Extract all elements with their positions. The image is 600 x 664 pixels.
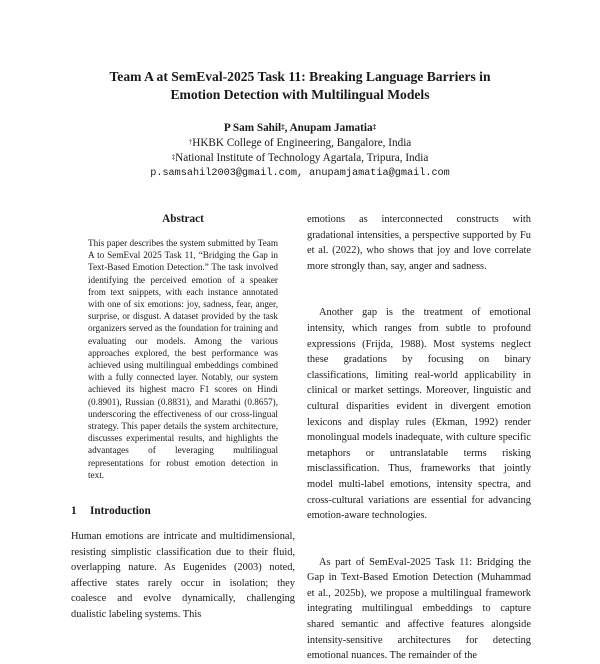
title-line-1: Team A at SemEval-2025 Task 11: Breaking Language Barriers in xyxy=(109,69,491,84)
affiliation-2 xyxy=(60,151,540,166)
right-column xyxy=(307,212,531,662)
right-paragraph-3: As part of SemEval-2025 Task 11: Bridging the Gap in Text-Based Emotion Detection (Muhammad et al., 2025b), we propose a multilingual framework integrating multilingual embeddings to capture shared semantic and affective features alongside intensity-sensitive architectures for detecting emotional nuances. The remainder of the xyxy=(307,556,531,662)
section-heading-introduction xyxy=(71,504,151,519)
affiliation-1-mark: † xyxy=(188,138,193,146)
author-names xyxy=(60,121,540,136)
affiliation-1-text: HKBK College of Engineering, Bangalore, India xyxy=(192,137,412,149)
author-1: P Sam Sahil xyxy=(223,122,282,134)
author-separator: , xyxy=(284,122,290,134)
abstract-heading: Abstract xyxy=(162,213,204,225)
right-paragraph-2: Another gap is the treatment of emotional intensity, which ranges from subtle to profound expressions (Frijda, 1988). Most systems neglect these gradations by focusing on binary classifications, limiting real-world applicability in clinical or market settings. Moreover, linguistic and cultural disparities evident in divergent emotion lexicons and display rules (Ekman, 1992) render monolingual models inadequate, with culture specific metaphors or untranslatable terms risking misclassification. Thus, frameworks that jointly model multi-label emotions, intensity spectra, and cross-cultural variations are essential for advancing emotion-aware technologies. xyxy=(307,307,531,522)
paragraph-gap xyxy=(307,274,531,305)
paper-title xyxy=(60,68,540,104)
affiliation-2-mark: ‡ xyxy=(171,153,176,161)
author-2: Anupam Jamatia xyxy=(289,122,373,134)
affiliation-2-text: National Institute of Technology Agartala, Tripura, India xyxy=(175,152,429,164)
title-line-2: Emotion Detection with Multilingual Models xyxy=(170,87,430,102)
author-2-mark: ‡ xyxy=(372,123,377,131)
author-1-mark: ‡ xyxy=(281,123,285,131)
right-paragraph-1: emotions as interconnected constructs with gradational intensities, a perspective supported by Fu et al. (2022), who shows that joy and love correlate more strongly than, say, anger and sadness. xyxy=(307,214,531,272)
introduction-text: Human emotions are intricate and multidimensional, resisting simplistic classification due to their fluid, overlapping nature. As Eugenides (2003) noted, affective states rarely occur in isolation; they coalesce and evolve dynamically, challenging dualistic labeling systems. This xyxy=(71,531,295,620)
section-title: Introduction xyxy=(90,505,151,517)
author-block xyxy=(60,121,540,181)
paragraph-gap xyxy=(307,524,531,555)
affiliation-1 xyxy=(60,136,540,151)
section-number: 1 xyxy=(71,505,77,517)
abstract-text: This paper describes the system submitted by Team A to SemEval 2025 Task 11, “Bridging the Gap in Text-Based Emotion Detection.” The task involved identifying the perceived emotion of a speaker from text snippets, with each instance annotated with one of six emotions: joy, sadness, fear, anger, surprise, or disgust. A dataset provided by the task organizers served as the foundation for training and evaluating our models. Among the various approaches explored, the best performance was achieved using multilingual embeddings combined with a fully connected layer. Notably, our system achieved its highest macro F1 scores on Hindi (0.8901), Russian (0.8831), and Marathi (0.8657), underscoring the effectiveness of our cross-lingual strategy. This paper details the system architecture, discusses experimental results, and highlights the advantages of leveraging multilingual representations for robust emotion detection in text. xyxy=(88,238,278,480)
author-emails: p.samsahil2003@gmail.com, anupamjamatia@gmail.com xyxy=(150,168,450,179)
